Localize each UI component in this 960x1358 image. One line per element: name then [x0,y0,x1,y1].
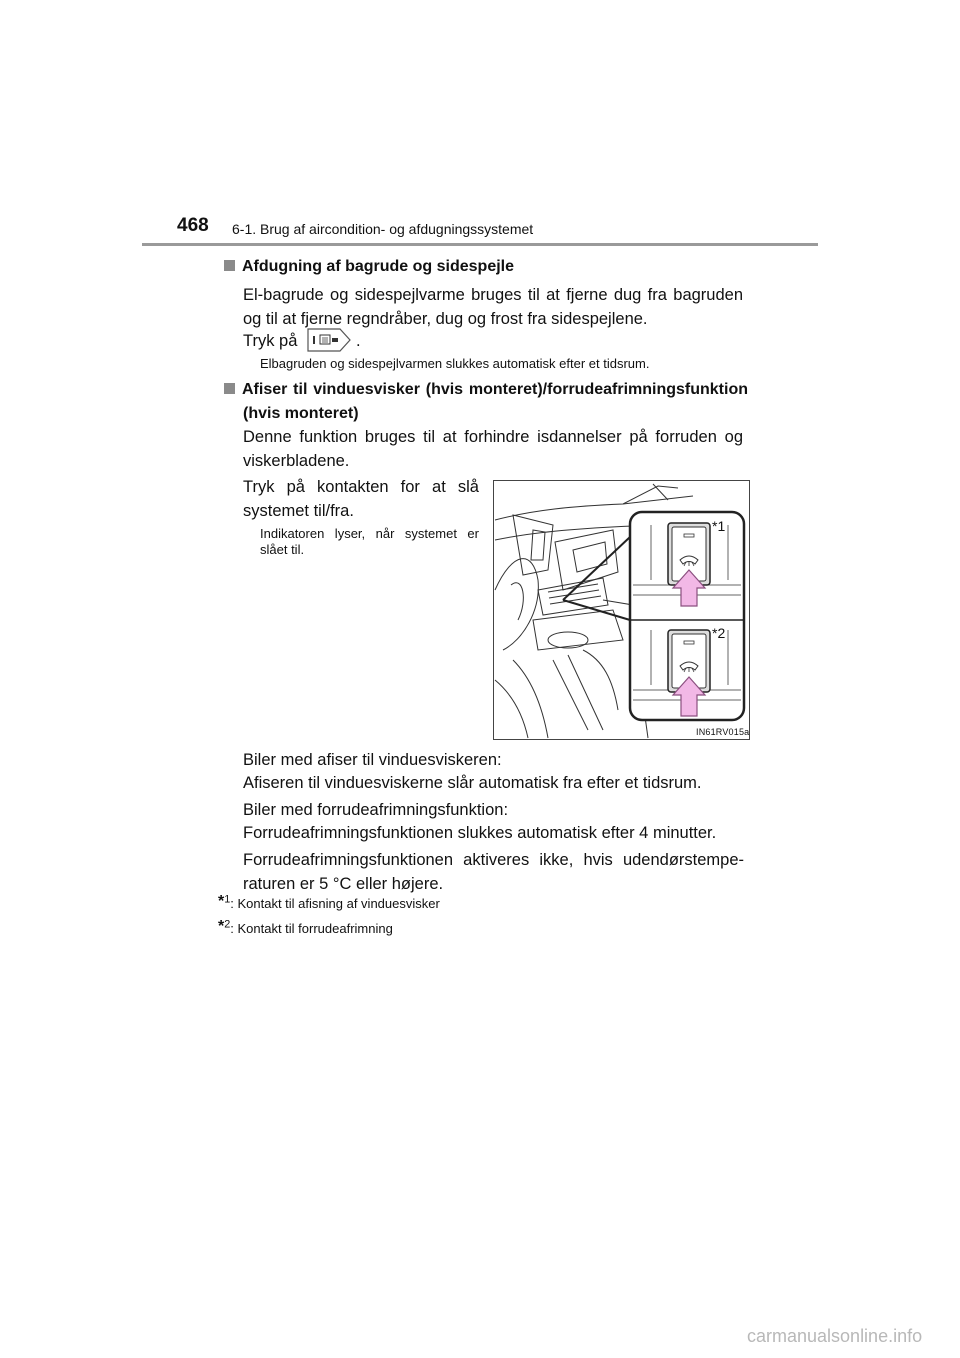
watermark: carmanualsonline.info [747,1326,923,1346]
para3: Forrudeafrimningsfunktionen aktiveres ikke, hvis udendørstempe-raturen er 5 °C eller højere. [243,851,744,893]
section1-heading [224,255,514,279]
section2-press-text: Tryk på kontakten for at slå systemet til/fra. [243,478,479,520]
header-divider [142,243,818,246]
figure-code: IN61RV015a [696,727,750,737]
section2-heading-line2: (hvis monteret) [243,405,359,422]
footnote-2-mark: * [218,918,225,935]
para1-line1: Biler med afiser til vinduesviskeren: [243,751,502,769]
running-head: 6-1. Brug af aircondition- og afdugningssystemet [232,221,534,237]
section1-note: Elbagruden og sidespejlvarmen slukkes automatisk efter et tidsrum. [260,356,650,371]
section2-body: Denne funktion bruges til at forhindre isdannelser på forruden og viskerbladene. [243,428,743,470]
section2-heading-line1: Afiser til vinduesvisker (hvis monteret)/forrudeafrimningsfunktion [242,381,748,398]
footnote-1-num: 1 [224,893,231,906]
section1-heading-text: Afdugning af bagrude og sidespejle [242,258,515,275]
footnote-1 [218,893,440,911]
para2-line1: Biler med forrudeafrimningsfunktion: [243,801,509,819]
square-bullet-icon [224,383,235,394]
para2-line2: Forrudeafrimningsfunktionen slukkes automatisk efter 4 minutter. [243,824,717,842]
footnote-2-text: : Kontakt til forrudeafrimning [230,921,393,936]
press-suffix: . [356,332,361,350]
figure-label-2: *2 [712,625,726,641]
footnote-2-num: 2 [224,918,231,931]
square-bullet-icon [224,260,235,271]
section1-body: El-bagrude og sidespejlvarme bruges til at fjerne dug fra bagruden og til at fjerne regndråber, dug og frost fra sidespejlene. [243,286,743,328]
footnote-2 [218,918,393,936]
figure-label-1: *1 [712,518,726,534]
press-prefix: Tryk på [243,332,298,350]
page-number: 468 [177,215,209,236]
footnote-1-text: : Kontakt til afisning af vinduesvisker [230,896,440,911]
para1-line2: Afiseren til vinduesviskerne slår automatisk fra efter et tidsrum. [243,774,702,792]
footnote-1-mark: * [218,893,225,910]
section2-heading [224,378,748,426]
section2-note: Indikatoren lyser, når systemet er slået til. [260,526,479,557]
